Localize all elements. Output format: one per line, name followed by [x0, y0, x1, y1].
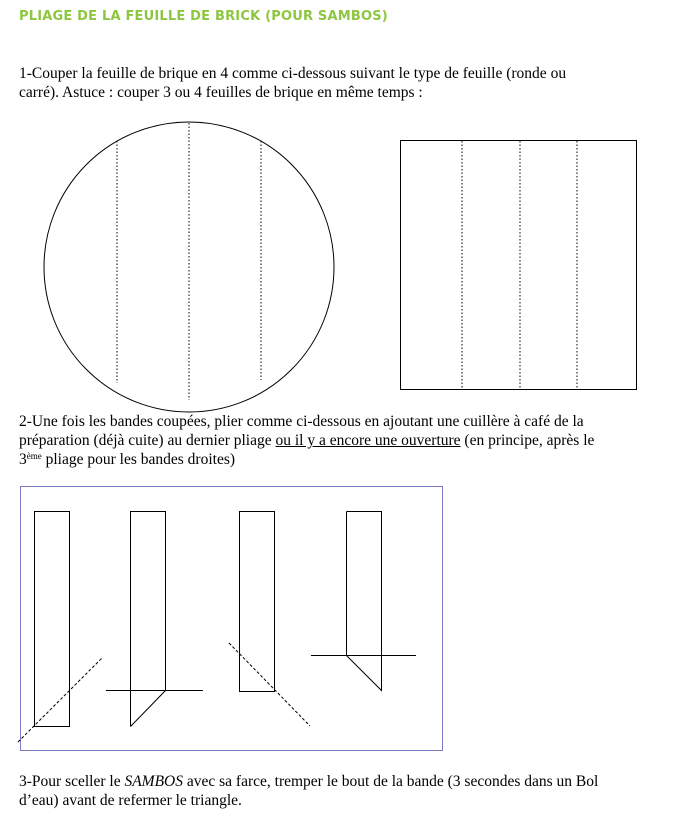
square-sheet	[401, 141, 637, 390]
step3-text	[19, 772, 598, 810]
step2-line2	[19, 431, 594, 450]
step3-line1-post: avec sa farce, tremper le bout de la bande (3 secondes dans un Bol	[183, 773, 599, 790]
step3-italic: SAMBOS	[124, 773, 183, 790]
page-title: PLIAGE DE LA FEUILLE DE BRICK (POUR SAMBOS)	[19, 9, 388, 24]
strip-1	[35, 512, 70, 727]
step2-line3	[19, 450, 594, 469]
step3-line1-pre: 3-Pour sceller le	[19, 773, 125, 790]
step2-line3-num: 3	[19, 451, 27, 468]
step2-line3-sup: ème	[26, 451, 42, 461]
step3-line2: d’eau) avant de refermer le triangle.	[19, 792, 242, 809]
step2-line3-rest: pliage pour les bandes droites)	[41, 451, 236, 468]
circle-sheet-diagram	[44, 122, 334, 412]
strip-2	[131, 512, 166, 727]
step3-line1	[19, 772, 598, 791]
step2-line2-post: (en principe, après le	[460, 432, 595, 449]
diagram-frame	[21, 487, 443, 751]
step1-line2: carré). Astuce : couper 3 ou 4 feuilles de brique en même temps :	[19, 84, 423, 101]
folding-steps-diagram	[18, 487, 443, 751]
fold-line	[18, 658, 102, 742]
fold-line	[229, 643, 310, 726]
square-sheet-diagram	[401, 141, 637, 390]
step2-line2-pre: préparation (déjà cuite) au dernier pliage	[19, 432, 276, 449]
step2-line1: 2-Une fois les bandes coupées, plier comme ci-dessous en ajoutant une cuillère à café de la	[19, 413, 584, 430]
step1-line1: 1-Couper la feuille de brique en 4 comme ci-dessous suivant le type de feuille (ronde ou	[19, 65, 567, 82]
step2-underlined: ou il y a encore une ouverture	[275, 432, 461, 449]
step2-text	[19, 412, 594, 469]
strip-4	[347, 512, 382, 691]
strip-3	[240, 512, 275, 692]
